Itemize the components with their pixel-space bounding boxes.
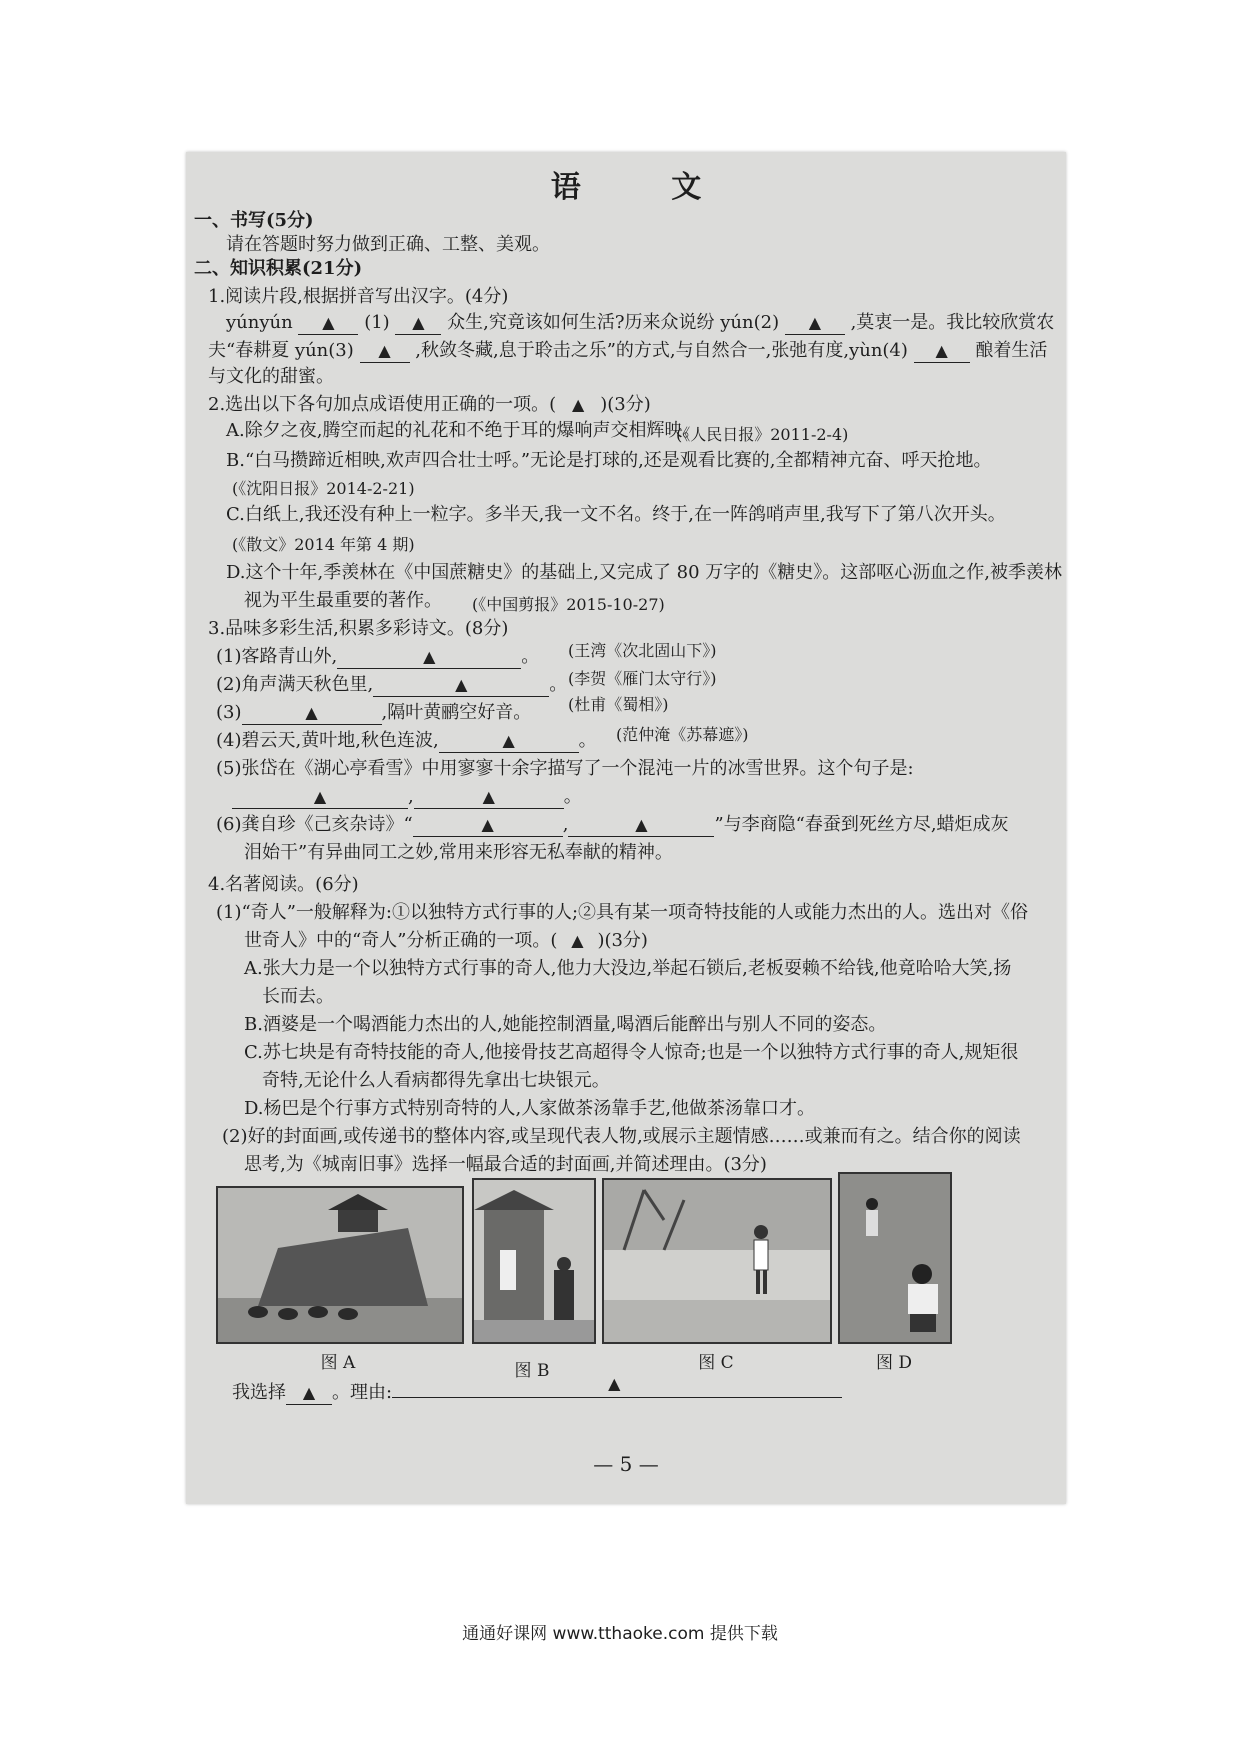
caption-b: 图 B bbox=[514, 1361, 550, 1381]
q3-item5: (5)张岱在《湖心亭看雪》中用寥寥十余字描写了一个混沌一片的冰雪世界。这个句子是: bbox=[216, 758, 914, 779]
q2-option-d-line1: D.这个十年,季羡林在《中国蔗糖史》的基础上,又完成了 80 万字的《糖史》。这部呕心沥血之作,被季羡林 bbox=[226, 562, 1063, 583]
answer-blank[interactable]: ▲ bbox=[395, 312, 441, 335]
image-b-courtyard-gate[interactable] bbox=[472, 1178, 596, 1344]
q2-option-c: C.白纸上,我还没有种上一粒字。多半天,我一文不名。终于,在一阵鸽哨声里,我写下了第八次开头。 bbox=[226, 504, 1006, 525]
choice-blank[interactable]: ▲ bbox=[286, 1382, 332, 1405]
image-a-city-wall-camels[interactable] bbox=[216, 1186, 464, 1344]
q2-option-b: B.“白马攒蹄近相映,欢声四合壮士呼。”无论是打球的,还是观看比赛的,全都精神亢奋、呼天抢地。 bbox=[226, 450, 992, 471]
q3-item1-source: (王湾《次北固山下》) bbox=[568, 641, 717, 660]
q4-part2-line2: 思考,为《城南旧事》选择一幅最合适的封面画,并简述理由。(3分) bbox=[244, 1154, 767, 1175]
answer-blank[interactable]: ▲ bbox=[337, 646, 521, 669]
answer-blank[interactable]: ▲ bbox=[373, 674, 549, 697]
q2-option-c-source: (《散文》2014 年第 4 期) bbox=[232, 535, 415, 554]
q3-item3-source: (杜甫《蜀相》) bbox=[568, 695, 669, 714]
answer-blank[interactable]: ▲ bbox=[298, 312, 358, 335]
q4-part1-line1: (1)“奇人”一般解释为:①以独特方式行事的人;②具有某一项奇特技能的人或能力杰出的人。选出对《俗 bbox=[216, 902, 1029, 923]
caption-d: 图 D bbox=[875, 1353, 913, 1373]
q4-option-a-line1: A.张大力是一个以独特方式行事的奇人,他力大没边,举起石锁后,老板耍赖不给钱,他竟哈哈大笑,扬 bbox=[244, 958, 1012, 979]
q3-item2-source: (李贺《雁门太守行》) bbox=[568, 669, 717, 688]
q3-item5-answer: ▲ , ▲ 。 bbox=[232, 786, 582, 809]
answer-choice-line: 我选择 ▲ 。理由: ▲ bbox=[232, 1382, 842, 1405]
q3-item6-line2: 泪始干”有异曲同工之妙,常用来形容无私奉献的精神。 bbox=[244, 842, 673, 863]
q2-option-d-line2: 视为平生最重要的著作。 bbox=[244, 590, 442, 611]
download-footer: 通通好课网 www.tthaoke.com 提供下载 bbox=[462, 1624, 778, 1644]
q4-part2-line1: (2)好的封面画,或传递书的整体内容,或呈现代表人物,或展示主题情感……或兼而有之。结合你的阅读 bbox=[222, 1126, 1021, 1147]
q3-item6: (6)龚自珍《己亥杂诗》“ ▲ , ▲ ”与李商隐“春蚕到死丝方尽,蜡炬成灰 bbox=[216, 814, 1009, 835]
answer-blank[interactable]: ▲ bbox=[571, 931, 584, 950]
q3-item2: (2)角声满天秋色里, ▲ 。 bbox=[216, 674, 568, 695]
q1-line3: 与文化的甜蜜。 bbox=[208, 366, 334, 387]
page-title: 语 文 bbox=[550, 170, 742, 205]
image-c-girl-in-yard[interactable] bbox=[602, 1178, 832, 1344]
q1-line1: yúnyún ▲ (1) ▲ 众生,究竟该如何生活?历来众说纷 yún(2) ▲ ,莫衷一是。我比较欣赏农 bbox=[226, 312, 1055, 333]
answer-blank[interactable]: ▲ bbox=[914, 340, 970, 363]
section1-text: 请在答题时努力做到正确、工整、美观。 bbox=[226, 234, 550, 255]
q2-option-a-source: (《人民日报》2011-2-4) bbox=[676, 425, 849, 444]
q2-option-b-source: (《沈阳日报》2014-2-21) bbox=[232, 479, 415, 498]
section1-heading: 一、书写(5分) bbox=[194, 210, 314, 231]
q3-item3: (3) ▲ ,隔叶黄鹂空好音。 bbox=[216, 702, 532, 723]
q2-option-a: A.除夕之夜,腾空而起的礼花和不绝于耳的爆响声交相辉映。 bbox=[226, 420, 701, 441]
page-number: — 5 — bbox=[593, 1452, 659, 1476]
q4-option-c-line1: C.苏七块是有奇特技能的奇人,他接骨技艺高超得令人惊奇;也是一个以独特方式行事的奇人,规矩很 bbox=[244, 1042, 1019, 1063]
q3-item1: (1)客路青山外, ▲ 。 bbox=[216, 646, 540, 667]
q4-part1-line2: 世奇人》中的“奇人”分析正确的一项。( ▲ )(3分) bbox=[244, 930, 648, 951]
q4-option-a-line2: 长而去。 bbox=[262, 986, 334, 1007]
q2-option-d-source: (《中国剪报》2015-10-27) bbox=[472, 595, 665, 614]
caption-a: 图 A bbox=[320, 1353, 356, 1373]
answer-blank[interactable]: ▲ bbox=[568, 814, 714, 837]
section2-heading: 二、知识积累(21分) bbox=[194, 258, 363, 279]
answer-blank[interactable]: ▲ bbox=[232, 786, 408, 809]
q4-prompt: 4.名著阅读。(6分) bbox=[208, 874, 359, 895]
reason-blank[interactable]: ▲ bbox=[392, 1397, 842, 1398]
q4-option-b: B.酒婆是一个喝酒能力杰出的人,她能控制酒量,喝酒后能醉出与别人不同的姿态。 bbox=[244, 1014, 887, 1035]
q3-prompt: 3.品味多彩生活,积累多彩诗文。(8分) bbox=[208, 618, 509, 639]
answer-blank[interactable]: ▲ bbox=[785, 312, 845, 335]
answer-blank[interactable]: ▲ bbox=[439, 730, 579, 753]
q4-option-c-line2: 奇特,无论什么人看病都得先拿出七块银元。 bbox=[262, 1070, 610, 1091]
q4-option-d: D.杨巴是个行事方式特别奇特的人,人家做茶汤靠手艺,他做茶汤靠口才。 bbox=[244, 1098, 815, 1119]
q1-line2: 夫“春耕夏 yún(3) ▲ ,秋敛冬藏,息于聆击之乐”的方式,与自然合一,张弛有度,yùn(4) ▲ 酿着生活 bbox=[208, 340, 1048, 361]
exam-page bbox=[186, 152, 1066, 1504]
answer-blank[interactable]: ▲ bbox=[242, 702, 382, 725]
q2-prompt: 2.选出以下各句加点成语使用正确的一项。( ▲ )(3分) bbox=[208, 394, 651, 415]
q3-item4: (4)碧云天,黄叶地,秋色连波, ▲ 。 bbox=[216, 730, 597, 751]
q1-prompt: 1.阅读片段,根据拼音写出汉字。(4分) bbox=[208, 286, 509, 307]
answer-blank[interactable]: ▲ bbox=[360, 340, 410, 363]
image-d-children-on-field[interactable] bbox=[838, 1172, 952, 1344]
answer-blank[interactable]: ▲ bbox=[572, 395, 585, 414]
answer-blank[interactable]: ▲ bbox=[414, 786, 564, 809]
caption-c: 图 C bbox=[698, 1353, 734, 1373]
q3-item4-source: (范仲淹《苏幕遮》) bbox=[616, 725, 749, 744]
answer-blank[interactable]: ▲ bbox=[413, 814, 563, 837]
